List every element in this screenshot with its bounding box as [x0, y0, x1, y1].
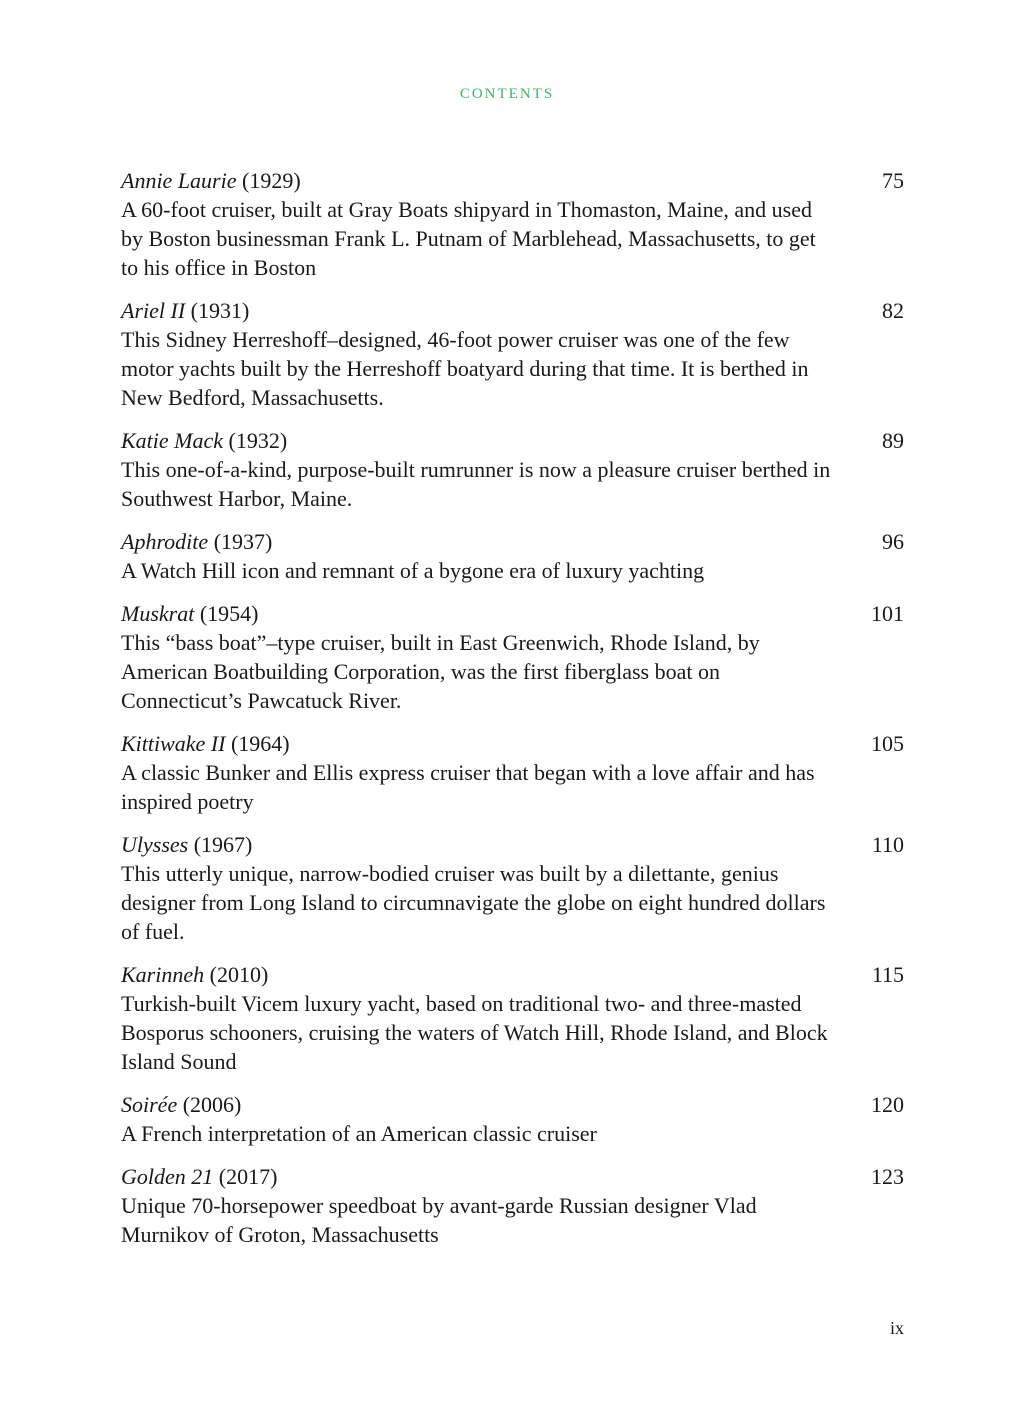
entry-title: Aphrodite	[121, 529, 209, 554]
toc-entry[interactable]	[121, 296, 904, 412]
entry-description: This “bass boat”–type cruiser, built in East Greenwich, Rhode Island, by American Boatbuilding Corporation, was the first fiberglass boat on Connecticut’s Pawcatuck River.	[121, 630, 760, 713]
entry-page-number: 110	[871, 832, 904, 857]
entry-page-number: 115	[871, 962, 904, 987]
entry-heading	[121, 166, 904, 195]
entry-page-number: 101	[871, 601, 904, 626]
entry-description: A 60-foot cruiser, built at Gray Boats shipyard in Thomaston, Maine, and used by Boston businessman Frank L. Putnam of Marblehead, Massachusetts, to get to his office in Boston	[121, 197, 816, 280]
entry-title: Kittiwake II	[121, 731, 226, 756]
entry-year: (2017)	[218, 1164, 278, 1189]
entry-description: This utterly unique, narrow-bodied cruiser was built by a dilettante, genius designer from Long Island to circumnavigate the globe on eight hundred dollars of fuel.	[121, 861, 826, 944]
contents-heading: contents	[459, 78, 555, 103]
entry-page-number: 96	[882, 529, 904, 554]
entry-title: Karinneh	[121, 962, 205, 987]
entry-title: Annie Laurie	[121, 168, 237, 193]
toc-entry[interactable]	[121, 1162, 904, 1249]
entry-year: (2010)	[209, 962, 269, 987]
entry-heading	[121, 599, 904, 628]
entry-heading	[121, 426, 904, 455]
entry-description: This Sidney Herreshoff–designed, 46-foot power cruiser was one of the few motor yachts built by the Herreshoff boatyard during that time. It is berthed in New Bedford, Massachusetts.	[121, 327, 809, 410]
entry-heading	[121, 830, 904, 859]
entry-year: (1967)	[193, 832, 253, 857]
entry-heading	[121, 1162, 904, 1191]
toc-entry[interactable]	[121, 960, 904, 1076]
page-number-folio: ix	[889, 1318, 904, 1338]
entry-page-number: 75	[882, 168, 904, 193]
entry-title: Ulysses	[121, 832, 189, 857]
toc-entry[interactable]	[121, 527, 904, 585]
entry-description: This one-of-a-kind, purpose-built rumrunner is now a pleasure cruiser berthed in Southwest Harbor, Maine.	[121, 457, 831, 511]
entry-year: (1954)	[199, 601, 259, 626]
entry-title: Soirée	[121, 1092, 178, 1117]
toc-entry[interactable]	[121, 166, 904, 282]
entry-year: (1929)	[242, 168, 301, 193]
toc-entry[interactable]	[121, 426, 904, 513]
table-of-contents	[121, 166, 904, 1263]
entry-page-number: 120	[871, 1092, 904, 1117]
entry-title: Katie Mack	[121, 428, 224, 453]
entry-heading	[121, 1090, 904, 1119]
entry-description: Unique 70-horsepower speedboat by avant-garde Russian designer Vlad Murnikov of Groton, Massachusetts	[121, 1193, 757, 1247]
entry-heading	[121, 527, 904, 556]
entry-description: A classic Bunker and Ellis express cruiser that began with a love affair and has inspired poetry	[121, 760, 815, 814]
entry-heading	[121, 296, 904, 325]
toc-entry[interactable]	[121, 599, 904, 715]
entry-description: A Watch Hill icon and remnant of a bygone era of luxury yachting	[121, 558, 705, 583]
toc-entry[interactable]	[121, 729, 904, 816]
entry-heading	[121, 960, 904, 989]
entry-description: Turkish-built Vicem luxury yacht, based on traditional two- and three-masted Bosporus schooners, cruising the waters of Watch Hill, Rhode Island, and Block Island Sound	[121, 991, 828, 1074]
entry-page-number: 123	[871, 1164, 904, 1189]
entry-page-number: 89	[882, 428, 904, 453]
entry-title: Muskrat	[121, 601, 195, 626]
entry-year: (2006)	[182, 1092, 242, 1117]
entry-heading	[121, 729, 904, 758]
entry-title: Ariel II	[121, 298, 186, 323]
entry-year: (1931)	[190, 298, 250, 323]
entry-year: (1964)	[230, 731, 290, 756]
entry-year: (1932)	[228, 428, 288, 453]
toc-entry[interactable]	[121, 830, 904, 946]
entry-year: (1937)	[213, 529, 273, 554]
entry-title: Golden 21	[121, 1164, 214, 1189]
entry-page-number: 82	[882, 298, 904, 323]
toc-entry[interactable]	[121, 1090, 904, 1148]
entry-page-number: 105	[871, 731, 904, 756]
entry-description: A French interpretation of an American classic cruiser	[121, 1121, 597, 1146]
